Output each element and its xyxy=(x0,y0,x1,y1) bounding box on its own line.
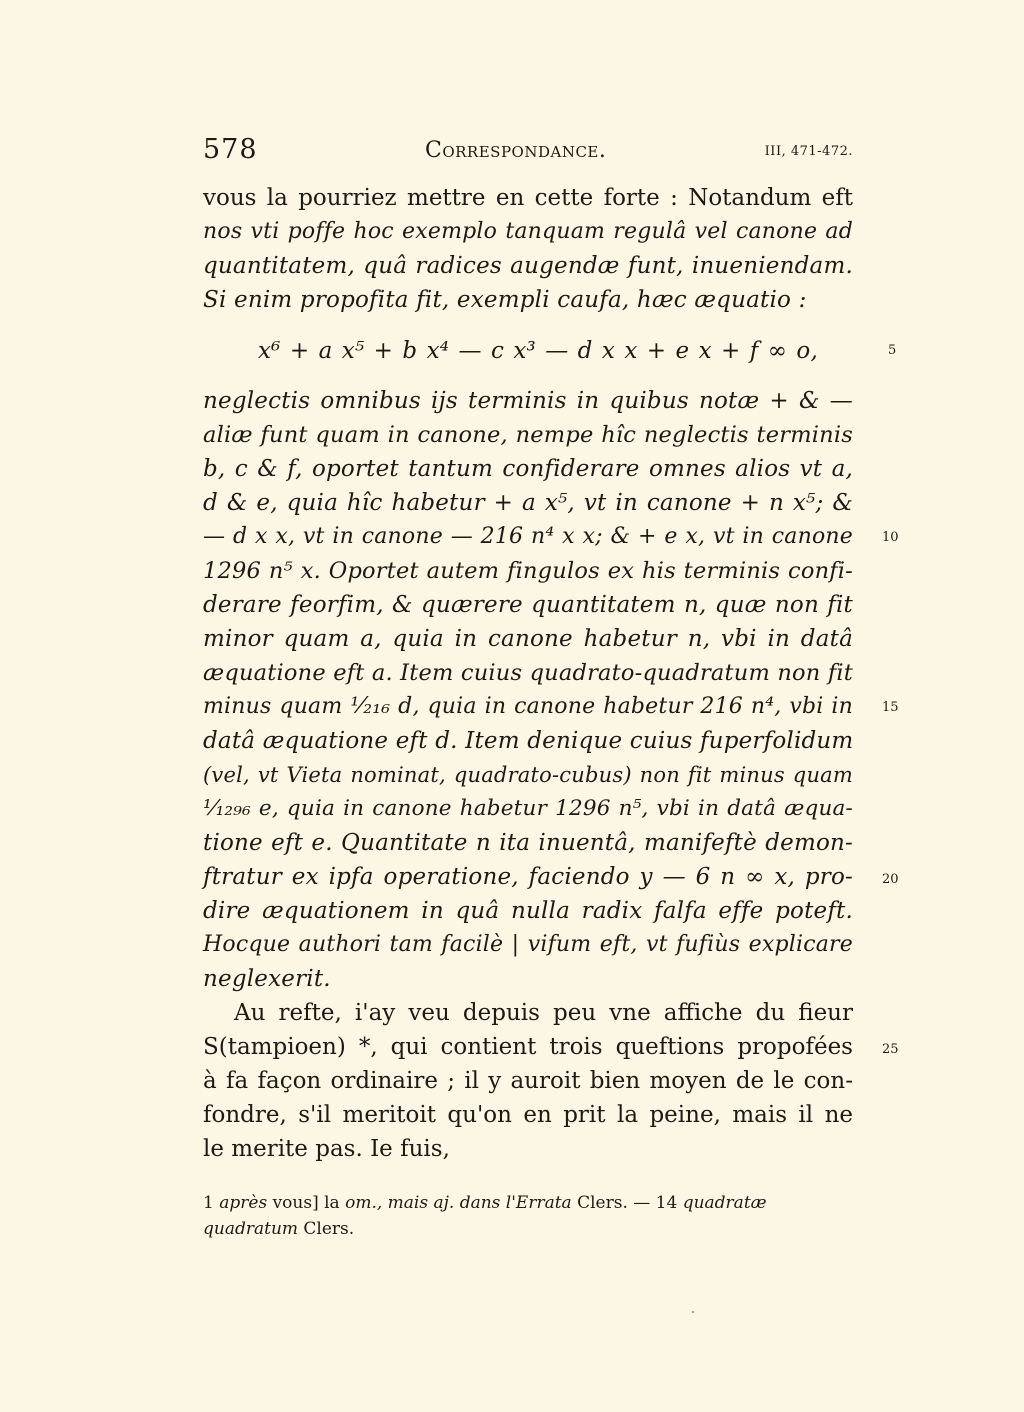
footnote-text: quadratæ xyxy=(682,1193,767,1213)
text-line: tione eft e. Quantitate n ita inuentâ, manifeftè demon- xyxy=(203,830,853,856)
text-line: nos vti poffe hoc exemplo tanquam regulâ vel canone ad xyxy=(203,219,853,244)
text-line: æquatione eft a. Item cuius quadrato-quadratum non fit xyxy=(203,660,853,686)
text-line: — d x x, vt in canone — 216 n⁴ x x; & + e x, vt in canone xyxy=(203,524,853,549)
text-line: vous la pourriez mettre en cette forte : Notandum eft xyxy=(203,185,853,211)
footnote-number: 1 xyxy=(203,1193,220,1213)
text-line: b, c & f, oportet tantum confiderare omnes alios vt a, xyxy=(203,456,853,482)
running-title: Correspondance. xyxy=(425,138,607,163)
text-line: le merite pas. Ie fuis, xyxy=(203,1136,450,1162)
footnote-text: Clers. — 14 xyxy=(571,1193,683,1213)
footnote-line xyxy=(203,1190,767,1216)
text-line: ¹⁄₁₂₉₆ e, quia in canone habetur 1296 n⁵, vbi in datâ æqua- xyxy=(203,796,853,821)
text-line: neglexerit. xyxy=(203,966,331,992)
line-number-marker: 15 xyxy=(882,700,899,715)
text-line: neglectis omnibus ijs terminis in quibus notæ + & — xyxy=(203,388,853,414)
footnote-text: vous] la xyxy=(267,1193,346,1213)
text-line: S(tampioen) *, qui contient trois queftions propofées xyxy=(203,1034,853,1060)
equation-line: x⁶ + a x⁵ + b x⁴ — c x³ — d x x + e x + f ∞ o, xyxy=(258,338,818,364)
footnote-text: om., mais aj. dans l'Errata xyxy=(345,1193,572,1213)
line-number-marker: 20 xyxy=(882,872,899,887)
text-line: datâ æquatione eft d. Item denique cuius fuperfolidum xyxy=(203,728,854,754)
text-line: minus quam ¹⁄₂₁₆ d, quia in canone habetur 216 n⁴, vbi in xyxy=(203,694,853,719)
text-line: à fa façon ordinaire ; il y auroit bien moyen de le con- xyxy=(203,1068,853,1094)
text-line: fondre, s'il meritoit qu'on en prit la peine, mais il ne xyxy=(203,1102,853,1128)
text-line: (vel, vt Vieta nominat, quadrato-cubus) non fit minus quam xyxy=(203,763,853,787)
text-line: Hocque authori tam facilè | vifum eft, vt fufiùs explicare xyxy=(203,932,853,957)
text-line: ftratur ex ipfa operatione, faciendo y — 6 n ∞ x, pro- xyxy=(203,864,853,890)
footnote-text: quadratum xyxy=(203,1219,299,1239)
line-number-marker: 25 xyxy=(882,1042,899,1057)
page-header xyxy=(203,128,853,172)
volume-reference: III, 471-472. xyxy=(764,144,853,159)
line-number-marker: 5 xyxy=(888,343,897,358)
text-line: Si enim propofita fit, exempli caufa, hæc æquatio : xyxy=(203,287,807,313)
text-line: minor quam a, quia in canone habetur n, vbi in datâ xyxy=(203,626,853,652)
line-number-marker: 10 xyxy=(882,530,899,545)
paper-speck xyxy=(692,1311,694,1313)
text-line: dire æquationem in quâ nulla radix falfa effe poteft. xyxy=(203,898,853,924)
text-line: Au refte, i'ay veu depuis peu vne affiche du fieur xyxy=(234,1000,853,1026)
footnotes xyxy=(203,1188,853,1248)
text-line: aliæ funt quam in canone, nempe hîc neglectis terminis xyxy=(203,422,853,448)
page-number: 578 xyxy=(203,134,258,165)
footnote-text: après xyxy=(219,1193,268,1213)
footnote-line xyxy=(203,1216,354,1242)
footnote-text: Clers. xyxy=(298,1219,355,1239)
text-line: 1296 n⁵ x. Oportet autem fingulos ex his terminis confi- xyxy=(203,558,853,584)
text-line: d & e, quia hîc habetur + a x⁵, vt in canone + n x⁵; & xyxy=(203,490,853,516)
text-line: derare feorfim, & quærere quantitatem n, quæ non fit xyxy=(203,592,853,618)
text-line: quantitatem, quâ radices augendæ funt, inueniendam. xyxy=(203,253,853,279)
